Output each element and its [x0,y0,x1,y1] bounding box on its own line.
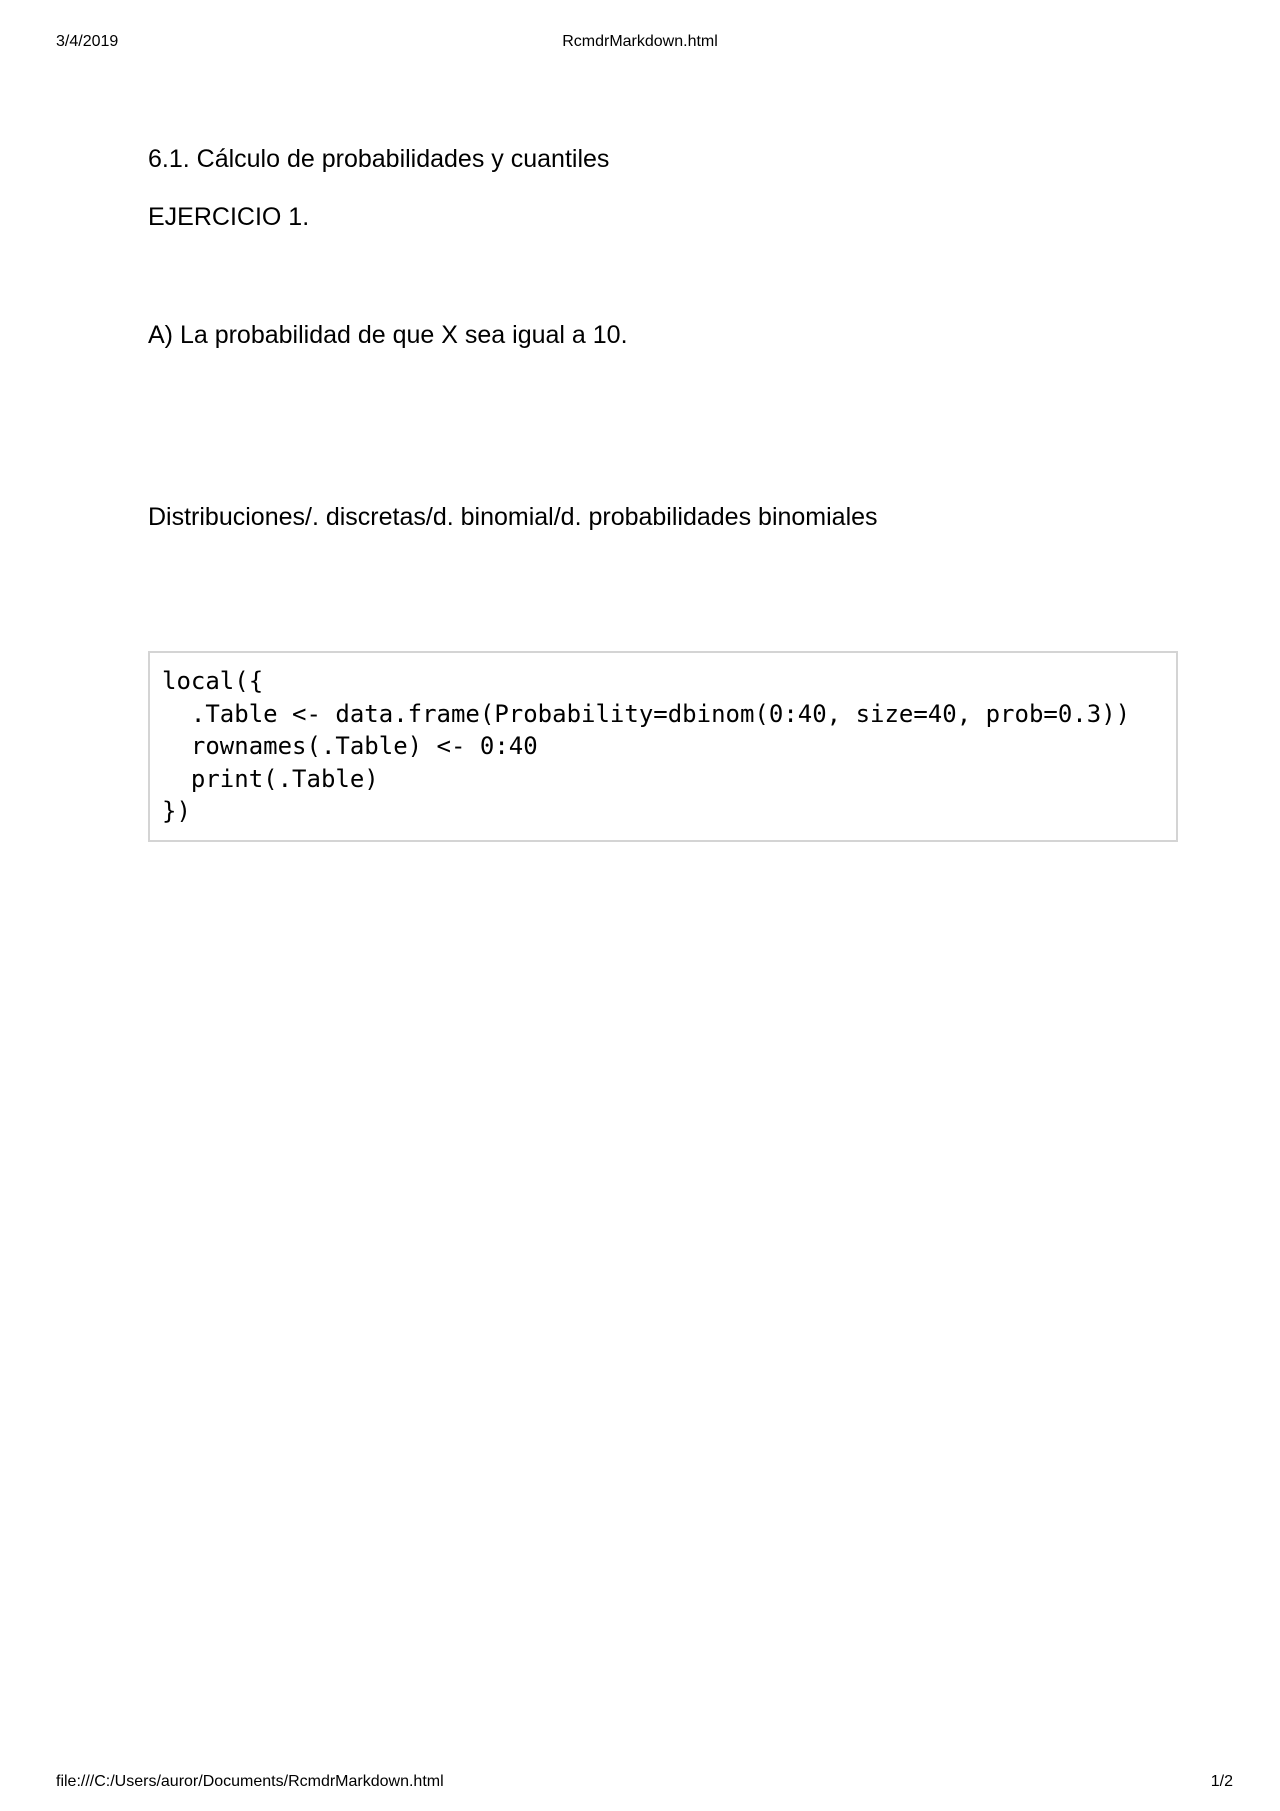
question-text: A) La probabilidad de que X sea igual a 10. [148,321,628,349]
code-line: rownames(.Table) <- 0:40 [162,732,538,760]
code-line: local({ [162,667,264,695]
print-date: 3/4/2019 [56,33,119,50]
section-heading: 6.1. Cálculo de probabilidades y cuantiles [148,145,610,173]
exercise-label: EJERCICIO 1. [148,203,310,231]
menu-path-text: Distribuciones/. discretas/d. binomial/d. probabilidades binomiales [148,503,878,531]
code-block [148,651,1178,842]
print-page-title: RcmdrMarkdown.html [562,33,718,50]
print-file-url: file:///C:/Users/auror/Documents/RcmdrMarkdown.html [56,1773,444,1790]
code-line: .Table <- data.frame(Probability=dbinom(0:40, size=40, prob=0.3)) [162,699,1131,728]
code-line: }) [162,797,191,825]
code-line: print(.Table) [162,764,379,793]
print-page-number: 1/2 [1210,1773,1233,1790]
